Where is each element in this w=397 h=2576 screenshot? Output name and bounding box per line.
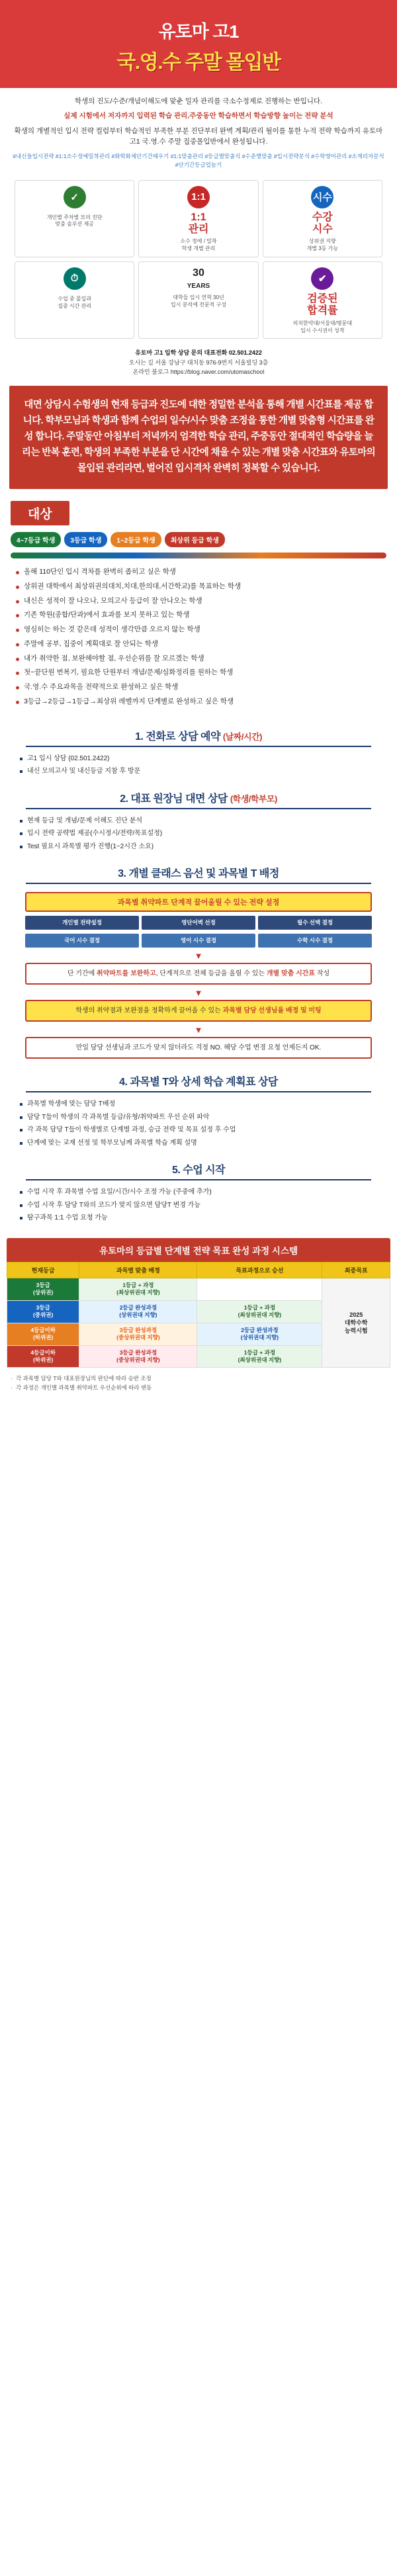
flow-note-schedule (25, 963, 372, 985)
cell-assignment: 2등급 완성과정 (상위권대 지향) (79, 1300, 197, 1323)
cell-goal: 1등급 + 과정 (최상위권대 지향) (197, 1300, 322, 1323)
note-highlight: 과목별 담당 선생님을 배정 및 미팅 (222, 1007, 322, 1015)
gradient-arrow-bar (11, 553, 386, 558)
list-item: 올해 110단인 입시 격차를 완벽히 좁히고 싶은 학생 (16, 565, 384, 580)
feature-card (138, 261, 258, 339)
footnote: · 각 과정은 개인별 과목별 취약파트 우선순위에 따라 변동 (11, 1384, 386, 1393)
step-2-section (0, 790, 397, 856)
intro-line-1: 학생의 진도/수준/개념이해도에 맞춘 일자 관리를 극소수정제로 진행하는 반입니다. (74, 97, 323, 105)
feature-caption: 소수 정예 / 밀착 학생 개별 관리 (180, 238, 217, 252)
list-item: 수업 시작 후 담당 T와의 코드가 맞지 않으면 담당T 변경 가능 (20, 1199, 382, 1212)
list-item: 3등급→2등급→1등급→최상위 레벨까지 단계별로 완성하고 싶은 학생 (16, 695, 384, 709)
statement-banner: 대면 상담시 수험생의 현재 등급과 진도에 대한 정밀한 분석을 통해 개별 시간표를 제공 합니다. 학부모님과 학생과 함께 수업의 일수/시수 맞춤 조정을 통한 개별 맞춤형 시간표를 완성 합니다. 주말동안 아침부터 저녁까지 엄격한 학습 관리, 주중동안 절대적인 학습량을 늘리는 반복 훈련, 학생의 부족한 부분을 단 시간에 채울 수 있는 개별 맞춤 시간표와 유토마의 몰입된 관리라면, 벌어진 입시격차 완벽히 정복할 수 있습니다. (9, 386, 388, 489)
step-4-section (0, 1073, 397, 1152)
cell-assignment: 1등급 + 과정 (최상위권대 지향) (79, 1278, 197, 1300)
grade-pill: 3등급 학생 (64, 532, 107, 547)
step-5-list (11, 1186, 386, 1227)
down-arrow-icon: ▼ (194, 1025, 203, 1036)
note-post: , 단계적으로 전체 등급을 올릴 수 있는 (155, 970, 267, 978)
col-final-goal: 최종목표 (322, 1262, 390, 1278)
note-end: 작성 (315, 970, 330, 978)
feature-card (138, 180, 258, 257)
grade-pill-row (0, 532, 397, 550)
step-1-title (11, 728, 386, 743)
step-4-list (11, 1098, 386, 1152)
table-row (7, 1278, 390, 1300)
list-item: 고1 입시 상담 (02.501.2422) (20, 752, 382, 766)
feature-card (15, 261, 134, 339)
divider (26, 1091, 372, 1092)
hero-subtitle: 국.영.수 주말 몰입반 (116, 52, 281, 73)
system-table-title: 유토마의 등급별 단계별 전략 목표 완성 과정 시스템 (7, 1238, 390, 1262)
step-number: 5. (171, 1165, 181, 1177)
grade-pill: 최상위 등급 학생 (165, 532, 225, 547)
step-2-title (11, 790, 386, 805)
cell-assignment: 3등급 완성과정 (중상위권대 지향) (79, 1323, 197, 1345)
target-list (0, 565, 397, 721)
flow-cell: 개인별 전략설정 (25, 916, 139, 930)
list-item: 과목별 학생에 맞는 담당 T배정 (20, 1098, 382, 1111)
list-item: 영심히는 하는 것 같은데 성적이 생각만큼 오르지 않는 학생 (16, 623, 384, 637)
cell-goal (197, 1278, 322, 1300)
one-to-one-icon: 1:1 (187, 186, 210, 208)
flow-cell: 영어 시수 결정 (142, 934, 255, 948)
list-item: 상위권 대학에서 최상위권의대치,치대,한의대,서간학교)를 목표하는 학생 (16, 580, 384, 594)
down-arrow-icon: ▼ (194, 951, 203, 961)
note-pre: 학생의 취약점과 보완점을 정확하게 끌어올 수 있는 (75, 1007, 223, 1015)
step-title-text: 수업 시작 (183, 1165, 226, 1177)
intro-line-3: 확생의 개별적인 입시 전략 컬럼부터 학습적인 부족한 부분 진단부터 완벽 게획/관리 될이를 통한 누적 전략 학습까지 유토마 고1 국.영.수 주말 집중몰입반에서 완성됩니다. (14, 126, 383, 146)
col-assignment: 과목별 맞춤 배정 (79, 1262, 197, 1278)
verified-icon: ✔ (311, 267, 333, 290)
list-item: 현재 등급 및 개념/문제 이해도 진단 분석 (20, 815, 382, 828)
step-1-section (0, 728, 397, 781)
cell-final-goal: 2025 대학수학 능력시험 (322, 1278, 390, 1368)
step-number: 4. (119, 1077, 128, 1088)
step-title-text: 전화로 상담 예약 (146, 731, 220, 742)
flow-cell: 국어 시수 결정 (25, 934, 139, 948)
feature-title: 30 YEARS (187, 267, 210, 290)
divider (26, 808, 372, 809)
timer-icon: ⏱ (64, 267, 86, 290)
step-5-section (0, 1161, 397, 1227)
feature-caption: 대학들 입시 연혁 30년 입시 분석에 전문적 구성 (171, 294, 226, 308)
step-3-title (11, 865, 386, 880)
note-highlight-2: 개별 맞춤 시간표 (266, 970, 316, 978)
cell-assignment: 3등급 완성과정 (중상위권대 지향) (79, 1345, 197, 1368)
cell-current-grade: 4등급이하 (하위권) (7, 1323, 79, 1345)
col-goal: 목표과정으로 승선 (197, 1262, 322, 1278)
feature-caption: 의치한약대/서울대/명문대 입시 수시권이 성적 (292, 320, 353, 333)
contact-address: 오시는 길 서울 강남구 대치동 976-9번지 서울빌딩 3층 (128, 359, 269, 366)
list-item: 입시 전략 공략법 제공(수시정시/전략/목표설정) (20, 827, 382, 840)
intro-block (0, 88, 397, 176)
flow-note-change: 만일 담당 선생님과 코드가 맞지 않더라도 걱정 NO. 해당 수업 변경 요청 언제든지 OK. (25, 1037, 372, 1059)
system-footnotes (0, 1372, 397, 1409)
col-current-grade: 현재등급 (7, 1262, 79, 1278)
flow-row-1 (25, 916, 372, 930)
contact-blog-link[interactable]: 온라인 블로그 https://blog.naver.com/utomaschool (132, 369, 265, 376)
divider (26, 883, 372, 884)
divider (26, 746, 372, 747)
strategy-flow (11, 889, 386, 1064)
cell-goal: 1등급 + 과정 (최상위권대 지향) (197, 1345, 322, 1368)
feature-title: 검증된 합격률 (307, 292, 338, 317)
list-item: 내신은 성적이 잘 나오나, 모의고사 등급이 잘 안나오는 학생 (16, 594, 384, 609)
step-title-text: 대표 원장님 대면 상담 (130, 793, 228, 805)
feature-caption: 상위권 지향 개별 3등 가능 (306, 238, 339, 252)
list-item: 각 과목 담당 T들이 학생별로 단계별 과정, 승급 전략 및 목표 설정 후 수업 (20, 1124, 382, 1137)
flow-cell: 영단어벽 선정 (142, 916, 255, 930)
note-highlight: 취약파트를 보완하고 (97, 970, 156, 978)
list-item: 내가 취약한 점, 보완해야할 점, 우선순위를 잘 모르겠는 학생 (16, 652, 384, 666)
step-3-section (0, 865, 397, 1064)
step-number: 3. (118, 868, 126, 880)
step-number: 1. (135, 731, 144, 742)
contact-block (0, 341, 397, 386)
feature-card (15, 180, 134, 257)
feature-card (263, 180, 382, 257)
list-item: 주말에 공부, 집중이 계획대로 잘 안되는 학생 (16, 637, 384, 652)
system-table (7, 1262, 390, 1368)
hero-title: 유토마 고1 (158, 22, 239, 42)
feature-caption: 수업 중 몰입과 집중 시간 관리 (58, 295, 92, 309)
note-pre: 단 기간에 (67, 970, 97, 978)
list-item: 수업 시작 후 과목별 수업 요일/시간/시수 조정 가능 (주중에 추가) (20, 1186, 382, 1199)
footnote: · 각 과목별 담당 T와 대표원장님의 판단에 따라 승반 조정 (11, 1374, 386, 1384)
contact-phone[interactable]: 유토마 고1 입학 상담 문의 대표전화 02.501.2422 (135, 349, 262, 357)
list-item: 기존 학원(종합/단과)에서 효과를 보지 못하고 있는 학생 (16, 608, 384, 623)
feature-title: 1:1 관리 (188, 211, 209, 235)
hero-banner (0, 0, 397, 88)
flow-row-2 (25, 934, 372, 948)
step-number: 2. (120, 793, 128, 805)
down-arrow-icon: ▼ (194, 988, 203, 999)
clipboard-check-icon: ✓ (64, 186, 86, 208)
cell-current-grade: 4등급이하 (하위권) (7, 1345, 79, 1368)
list-item: Test 필요시 과목별 평가 진행(1~2시간 소요) (20, 840, 382, 854)
flow-cell: 수학 시수 결정 (258, 934, 372, 948)
flow-note-teacher (25, 1000, 372, 1022)
list-item: 국.영.수 주요과목을 전략적으로 완성하고 싶은 학생 (16, 680, 384, 695)
list-item: 첫~끝단원 번복기, 필요한 단원부터 개념/문제/심화정리를 원하는 학생 (16, 666, 384, 680)
list-item: 담당 T들이 학생의 각 과목별 등급/유형/취약파트 우선 순위 파악 (20, 1111, 382, 1124)
intro-hashtags: #내신들입시전략 #1:1소수정예밀착관리 #화학화체단기간때우기 #1:1맞춤관리 #등급별맞춤식 #수준별맞춤 #입시전략분석 #수학영어관리 #소재리자분석 #단기간등급업높기 (13, 153, 384, 168)
cell-goal: 2등급 완성과정 (상위권대 지향) (197, 1323, 322, 1345)
step-subtitle: (날짜/시간) (222, 731, 262, 742)
step-2-list (11, 815, 386, 856)
list-item: 탐구과목 1:1 수업 요청 가능 (20, 1212, 382, 1225)
cell-current-grade: 3등급 (상위권) (7, 1278, 79, 1300)
feature-grid (0, 176, 397, 342)
grade-pill: 1~2등급 학생 (110, 532, 161, 547)
step-title-text: 개별 클래스 음선 및 과목별 T 배정 (128, 868, 279, 880)
feature-card (263, 261, 382, 339)
intro-line-2: 실제 시험에서 저자까지 입력된 학습 관리,주중동안 학습하면서 학습방향 높이는 전략 분석 (64, 112, 333, 120)
feature-title: 수강 시수 (312, 211, 333, 235)
divider (26, 1179, 372, 1180)
table-header-row (7, 1262, 390, 1278)
hours-icon: 시수 (311, 186, 333, 208)
flow-header: 과목별 취약파트 단계적 끌어올릴 수 있는 전략 설정 (25, 892, 372, 912)
cell-current-grade: 3등급 (중위권) (7, 1300, 79, 1323)
step-1-list (11, 752, 386, 781)
flow-cell: 필수 선택 결정 (258, 916, 372, 930)
feature-caption: 개인별 주차별 모의 진단 맞춤 솔루션 제공 (46, 214, 103, 228)
step-5-title (11, 1161, 386, 1177)
step-subtitle: (학생/학부모) (230, 793, 277, 804)
step-4-title (11, 1073, 386, 1088)
list-item: 단계에 맞는 교재 선정 및 학부모님께 과목별 학습 계획 설명 (20, 1137, 382, 1150)
step-title-text: 과목별 T와 상세 학습 계획표 상담 (130, 1077, 278, 1088)
target-section-heading: 대상 (11, 501, 69, 525)
list-item: 내신 모의고사 및 내신등급 지참 후 방문 (20, 765, 382, 778)
grade-pill: 4~7등급 학생 (11, 532, 61, 547)
